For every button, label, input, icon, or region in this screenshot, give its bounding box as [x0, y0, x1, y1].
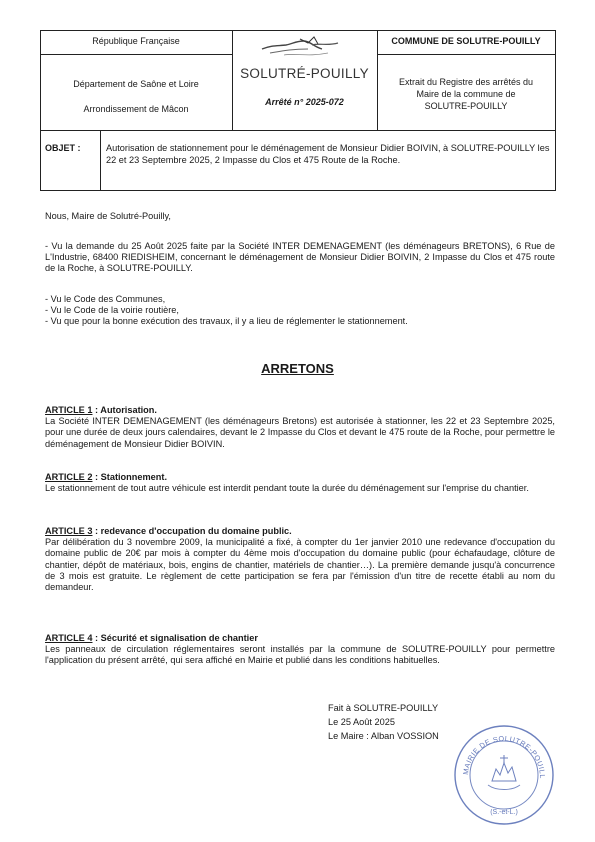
- arrondissement-label: Arrondissement de Mâcon: [83, 104, 189, 114]
- extract-line-1: Extrait du Registre des arrêtés du: [398, 77, 534, 87]
- extract-line-2: Maire de la commune de: [416, 89, 516, 99]
- logo-text: SOLUTRÉ-POUILLY: [240, 66, 369, 81]
- article-3: [45, 526, 555, 593]
- vu-item: - Vu que pour la bonne exécution des travaux, il y a lieu de réglementer le stationnement.: [45, 316, 408, 327]
- commune-title: COMMUNE DE SOLUTRE-POUILLY: [391, 36, 541, 46]
- article-text: Les panneaux de circulation réglementaires seront installés par la commune de SOLUTRE-POUILLY pour permettre l'application du présent arrêté, qui sera affiché en Mairie et publié dans les conditions habituelles.: [45, 644, 555, 666]
- article-2: [45, 472, 555, 494]
- article-heading: : Stationnement.: [92, 472, 168, 482]
- objet-text: Autorisation de stationnement pour le déménagement de Monsieur Didier BOIVIN, à SOLUTRE-POUILLY les 22 et 23 Septembre 2025, 2 Impasse du Clos et 475 Route de la Roche.: [106, 143, 550, 165]
- arrete-number: Arrêté n° 2025-072: [265, 97, 344, 107]
- mairie-seal-icon: [452, 723, 556, 827]
- article-title: [45, 472, 555, 483]
- article-number: ARTICLE 4: [45, 633, 93, 643]
- objet-bottom-line: [40, 190, 556, 191]
- header-bottom-line: [40, 130, 556, 131]
- arretons-heading: ARRETONS: [261, 361, 334, 376]
- signature-block: [328, 701, 439, 743]
- article-title: [45, 405, 555, 416]
- signature-place: Fait à SOLUTRE-POUILLY: [328, 703, 439, 713]
- objet-label: OBJET :: [45, 143, 81, 153]
- article-text: Par délibération du 3 novembre 2009, la municipalité a fixé, à compter du 1er janvier 2010 une redevance d'occupation du domaine public de 20€ par mois à compter du 4ème mois d'occupation du domaine public (pour échafaudage, clôture de chantier, dépôt de matériaux, bois, engins de chantier, matériels de chantier…). La première demande jusqu'à concurrence de 3 mois est gratuite. Le règlement de cette participation se fera par l'émission d'un titre de recette établi au nom du demandeur.: [45, 537, 555, 593]
- signature-date: Le 25 Août 2025: [328, 717, 395, 727]
- article-number: ARTICLE 3: [45, 526, 93, 536]
- article-number: ARTICLE 1: [45, 405, 93, 415]
- department-label: Département de Saône et Loire: [73, 79, 199, 89]
- signature-mayor: Le Maire : Alban VOSSION: [328, 731, 439, 741]
- extract-line-3: SOLUTRE-POUILLY: [424, 101, 508, 111]
- republic-label: République Française: [92, 36, 180, 46]
- objet-divider: [100, 130, 101, 190]
- vu-item: - Vu le Code des Communes,: [45, 294, 166, 304]
- article-title: [45, 633, 555, 644]
- article-text: La Société INTER DEMENAGEMENT (les déménageurs Bretons) est autorisée à stationner, les 22 et 23 Septembre 2025, pour une durée de deux jours calendaires, devant le 2 Impasse du Clos et devant le 475 route de la Roche, pour permettre le déménagement de Monsieur Didier BOIVIN.: [45, 416, 555, 449]
- header-row-line-1: [40, 54, 232, 55]
- article-text: Le stationnement de tout autre véhicule est interdit pendant toute la durée du déménagement sur l'emprise du chantier.: [45, 483, 529, 494]
- vu-list: [45, 294, 555, 328]
- header-border-right: [555, 30, 556, 190]
- article-heading: : redevance d'occupation du domaine public.: [92, 526, 292, 536]
- vu-demande-text: - Vu la demande du 25 Août 2025 faite par la Société INTER DEMENAGEMENT (les déménageurs BRETONS), 6 Rue de L'Industrie, 68400 RIEDISHEIM, concernant le déménagement de Monsieur Didier BOIVIN, 2 Impasse du Clos et 475 route de la Roche, à SOLUTRE-POUILLY.: [45, 241, 555, 274]
- article-title: [45, 526, 555, 537]
- article-1: [45, 405, 555, 450]
- header-border-top: [40, 30, 556, 31]
- article-heading: : Sécurité et signalisation de chantier: [92, 633, 258, 643]
- article-number: ARTICLE 2: [45, 472, 93, 482]
- stamp-code: (S.-et-L.): [490, 809, 518, 816]
- intro-text: Nous, Maire de Solutré-Pouilly,: [45, 211, 171, 221]
- article-4: [45, 633, 555, 667]
- svg-text:MAIRIE DE SOLUTRE-POUILLY: [452, 723, 547, 778]
- official-stamp: [452, 723, 556, 827]
- article-heading: : Autorisation.: [92, 405, 157, 415]
- vu-item: - Vu le Code de la voirie routière,: [45, 305, 179, 316]
- header-row-line-2: [377, 54, 555, 55]
- stamp-text: MAIRIE DE SOLUTRE-POUILL: [460, 733, 548, 779]
